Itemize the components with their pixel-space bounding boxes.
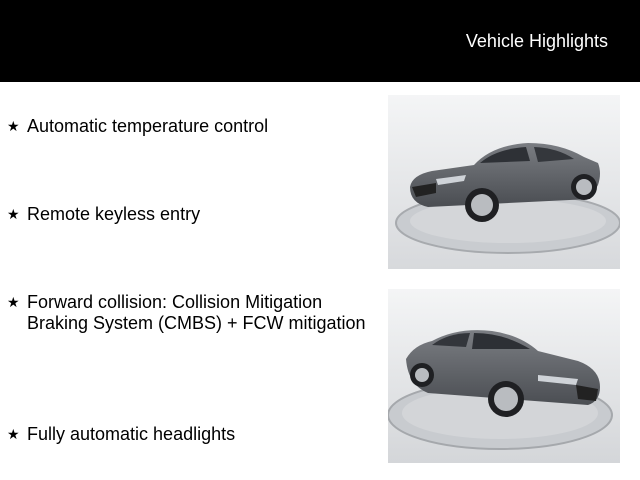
vehicle-photo-front-left: [388, 95, 620, 269]
star-icon: ★: [7, 294, 20, 310]
car-image: [388, 289, 620, 463]
feature-item: [7, 204, 367, 225]
feature-label: Fully automatic headlights: [27, 424, 236, 444]
feature-label: Remote keyless entry: [27, 204, 201, 224]
feature-item: [7, 116, 367, 137]
star-icon: ★: [7, 206, 20, 222]
feature-item: [7, 292, 367, 334]
star-icon: ★: [7, 426, 20, 442]
star-icon: ★: [7, 118, 20, 134]
feature-label: Forward collision: Collision Mitigation Braking System (CMBS) + FCW mitigation: [27, 292, 366, 333]
vehicle-photo-front-right: [388, 289, 620, 463]
feature-label: Automatic temperature control: [27, 116, 269, 136]
page-title: Vehicle Highlights: [465, 31, 608, 51]
feature-item: [7, 424, 367, 445]
car-image: [388, 95, 620, 269]
header-bar: [0, 0, 640, 82]
